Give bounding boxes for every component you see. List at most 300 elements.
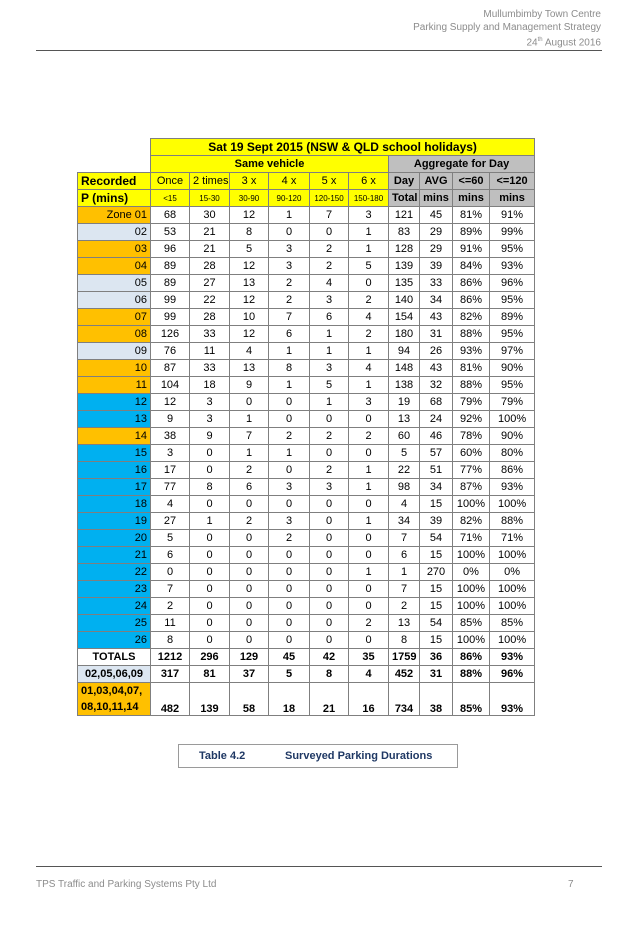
table-cell: 76 <box>151 343 190 360</box>
table-cell: 68 <box>420 394 453 411</box>
summary-cell: 18 <box>269 683 310 716</box>
table-cell: 3 <box>190 394 230 411</box>
table-cell: 0 <box>269 411 310 428</box>
table-cell: 6 <box>269 326 310 343</box>
table-cell: 0 <box>310 445 349 462</box>
zone-cell: 15 <box>78 445 151 462</box>
table-cell: 0 <box>190 581 230 598</box>
table-cell: 33 <box>420 275 453 292</box>
header-subtitle: Parking Supply and Management Strategy <box>413 22 601 33</box>
table-cell: 8 <box>269 360 310 377</box>
table-cell: 4 <box>349 309 389 326</box>
table-cell: 100% <box>453 581 490 598</box>
table-row <box>78 513 535 530</box>
table-cell: 95% <box>490 377 535 394</box>
table-cell: 60% <box>453 445 490 462</box>
table-cell: 0 <box>190 615 230 632</box>
table-cell: 5 <box>230 241 269 258</box>
table-cell: 0 <box>269 462 310 479</box>
summary-label-line: 08,10,11,14 <box>81 701 139 713</box>
table-cell: 85% <box>490 615 535 632</box>
summary-cell: 129 <box>230 649 269 666</box>
table-cell: 82% <box>453 513 490 530</box>
table-cell: 0 <box>230 615 269 632</box>
table-cell: 33 <box>190 326 230 343</box>
table-cell: 1 <box>349 479 389 496</box>
summary-cell: 86% <box>453 649 490 666</box>
summary-cell: 16 <box>349 683 389 716</box>
zone-cell: 12 <box>78 394 151 411</box>
table-cell: 100% <box>490 632 535 649</box>
summary-cell: 139 <box>190 683 230 716</box>
table-row <box>78 360 535 377</box>
table-cell: 2 <box>349 428 389 445</box>
table-row <box>78 292 535 309</box>
summary-cell: 482 <box>151 683 190 716</box>
table-cell: 85% <box>453 615 490 632</box>
table-cell: 0 <box>349 632 389 649</box>
zone-cell: 25 <box>78 615 151 632</box>
table-cell: 60 <box>389 428 420 445</box>
column-header: <=120 <box>490 173 535 190</box>
table-cell: 100% <box>490 411 535 428</box>
table-row <box>78 547 535 564</box>
table-cell: 1 <box>349 377 389 394</box>
table-cell: 0 <box>269 496 310 513</box>
table-cell: 8 <box>389 632 420 649</box>
table-cell: 28 <box>190 309 230 326</box>
zone-cell: 10 <box>78 360 151 377</box>
summary-cell: 42 <box>310 649 349 666</box>
table-cell: 51 <box>420 462 453 479</box>
table-cell: 77 <box>151 479 190 496</box>
summary-cell: 1759 <box>389 649 420 666</box>
table-cell: 54 <box>420 615 453 632</box>
zone-cell: 18 <box>78 496 151 513</box>
table-cell: 90% <box>490 428 535 445</box>
table-cell: 0 <box>269 615 310 632</box>
zone-cell: 20 <box>78 530 151 547</box>
table-cell: 33 <box>190 360 230 377</box>
table-cell: 0 <box>230 564 269 581</box>
summary-cell: 93% <box>490 683 535 716</box>
table-row <box>78 496 535 513</box>
table-cell: 22 <box>389 462 420 479</box>
table-cell: 43 <box>420 360 453 377</box>
table-cell: 87% <box>453 479 490 496</box>
table-row <box>78 309 535 326</box>
table-cell: 89% <box>490 309 535 326</box>
column-subheader: 150-180 <box>349 190 389 207</box>
table-cell: 180 <box>389 326 420 343</box>
table-cell: 0 <box>151 564 190 581</box>
table-cell: 28 <box>190 258 230 275</box>
table-cell: 270 <box>420 564 453 581</box>
table-cell: 0 <box>269 564 310 581</box>
table-cell: 0 <box>310 496 349 513</box>
table-cell: 126 <box>151 326 190 343</box>
zone-cell: 07 <box>78 309 151 326</box>
table-cell: 1 <box>349 462 389 479</box>
zone-cell: 16 <box>78 462 151 479</box>
table-cell: 86% <box>453 292 490 309</box>
table-cell: 6 <box>230 479 269 496</box>
table-cell: 27 <box>151 513 190 530</box>
table-cell: 30 <box>190 207 230 224</box>
table-cell: 0 <box>349 496 389 513</box>
table-row <box>78 224 535 241</box>
zone-cell: 04 <box>78 258 151 275</box>
summary-cell: 5 <box>269 666 310 683</box>
table-cell: 90% <box>490 360 535 377</box>
table-cell: 21 <box>190 241 230 258</box>
table-cell: 4 <box>230 343 269 360</box>
table-cell: 71% <box>490 530 535 547</box>
same-vehicle-header: Same vehicle <box>151 156 389 173</box>
table-cell: 0 <box>230 598 269 615</box>
table-cell: 5 <box>349 258 389 275</box>
table-cell: 68 <box>151 207 190 224</box>
table-cell: 7 <box>389 530 420 547</box>
table-cell: 13 <box>389 615 420 632</box>
column-subheader: mins <box>453 190 490 207</box>
table-cell: 0 <box>230 581 269 598</box>
table-cell: 0 <box>310 564 349 581</box>
table-cell: 3 <box>349 394 389 411</box>
table-cell: 0 <box>349 411 389 428</box>
table-cell: 77% <box>453 462 490 479</box>
column-header: Day <box>389 173 420 190</box>
table-cell: 7 <box>269 309 310 326</box>
table-cell: 0 <box>310 530 349 547</box>
table-cell: 2 <box>151 598 190 615</box>
table-cell: 29 <box>420 241 453 258</box>
table-cell: 46 <box>420 428 453 445</box>
table-cell: 0 <box>310 224 349 241</box>
column-subheader: 90-120 <box>269 190 310 207</box>
table-cell: 1 <box>389 564 420 581</box>
table-cell: 81% <box>453 360 490 377</box>
summary-cell: 21 <box>310 683 349 716</box>
summary-cell: 317 <box>151 666 190 683</box>
table-cell: 3 <box>310 292 349 309</box>
table-cell: 99% <box>490 224 535 241</box>
summary-cell: 296 <box>190 649 230 666</box>
table-cell: 0 <box>349 581 389 598</box>
table-cell: 121 <box>389 207 420 224</box>
table-cell: 5 <box>389 445 420 462</box>
table-cell: 1 <box>349 343 389 360</box>
table-cell: 3 <box>151 445 190 462</box>
zone-cell: 06 <box>78 292 151 309</box>
zone-cell: 09 <box>78 343 151 360</box>
table-cell: 7 <box>389 581 420 598</box>
table-cell: 3 <box>269 513 310 530</box>
table-cell: 8 <box>151 632 190 649</box>
table-cell: 6 <box>389 547 420 564</box>
zone-cell: 14 <box>78 428 151 445</box>
table-cell: 19 <box>389 394 420 411</box>
table-cell: 93% <box>453 343 490 360</box>
table-cell: 2 <box>269 428 310 445</box>
table-cell: 1 <box>310 343 349 360</box>
column-header: AVG <box>420 173 453 190</box>
zone-cell: 24 <box>78 598 151 615</box>
table-cell: 0 <box>190 462 230 479</box>
column-subheader: Total <box>389 190 420 207</box>
table-cell: 100% <box>453 496 490 513</box>
table-cell: 43 <box>420 309 453 326</box>
table-cell: 3 <box>310 479 349 496</box>
summary-cell: 96% <box>490 666 535 683</box>
table-cell: 2 <box>230 462 269 479</box>
table-cell: 71% <box>453 530 490 547</box>
table-cell: 79% <box>453 394 490 411</box>
table-cell: 2 <box>310 462 349 479</box>
table-cell: 15 <box>420 632 453 649</box>
table-cell: 4 <box>151 496 190 513</box>
table-cell: 100% <box>490 581 535 598</box>
table-cell: 100% <box>453 547 490 564</box>
header-date: 24th August 2016 <box>526 37 601 49</box>
column-header: 5 x <box>310 173 349 190</box>
summary-cell: 452 <box>389 666 420 683</box>
table-cell: 0 <box>310 615 349 632</box>
table-cell: 12 <box>151 394 190 411</box>
column-subheader: mins <box>420 190 453 207</box>
table-cell: 154 <box>389 309 420 326</box>
column-header: 2 times <box>190 173 230 190</box>
zone-cell: 19 <box>78 513 151 530</box>
recorded-label: Recorded <box>78 173 151 190</box>
table-cell: 12 <box>230 258 269 275</box>
table-cell: 0 <box>349 598 389 615</box>
table-cell: 135 <box>389 275 420 292</box>
table-row <box>78 207 535 224</box>
table-cell: 1 <box>349 564 389 581</box>
table-cell: 88% <box>490 513 535 530</box>
table-row <box>78 445 535 462</box>
column-subheader: <15 <box>151 190 190 207</box>
aggregate-header: Aggregate for Day <box>389 156 535 173</box>
table-cell: 18 <box>190 377 230 394</box>
table-cell: 128 <box>389 241 420 258</box>
summary-cell: 93% <box>490 649 535 666</box>
zone-cell: Zone 01 <box>78 207 151 224</box>
table-cell: 2 <box>349 326 389 343</box>
table-cell: 45 <box>420 207 453 224</box>
footer-rule <box>36 866 602 867</box>
summary-label <box>78 683 151 716</box>
table-cell: 0 <box>349 547 389 564</box>
table-cell: 94 <box>389 343 420 360</box>
table-cell: 22 <box>190 292 230 309</box>
table-cell: 15 <box>420 598 453 615</box>
table-cell: 96 <box>151 241 190 258</box>
table-cell: 99 <box>151 309 190 326</box>
table-cell: 0 <box>269 547 310 564</box>
table-cell: 27 <box>190 275 230 292</box>
table-cell: 89% <box>453 224 490 241</box>
zone-cell: 08 <box>78 326 151 343</box>
table-cell: 7 <box>310 207 349 224</box>
table-cell: 0% <box>453 564 490 581</box>
caption-text: Surveyed Parking Durations <box>285 750 433 762</box>
table-cell: 0 <box>190 564 230 581</box>
summary-cell: 58 <box>230 683 269 716</box>
caption-number: Table 4.2 <box>199 750 246 762</box>
table-row <box>78 598 535 615</box>
table-cell: 34 <box>389 513 420 530</box>
table-row <box>78 462 535 479</box>
zone-cell: 02 <box>78 224 151 241</box>
summary-cell: 45 <box>269 649 310 666</box>
zone-cell: 03 <box>78 241 151 258</box>
table-cell: 100% <box>490 598 535 615</box>
summary-row <box>78 683 535 716</box>
table-cell: 12 <box>230 326 269 343</box>
zone-cell: 21 <box>78 547 151 564</box>
table-cell: 88% <box>453 377 490 394</box>
table-cell: 89 <box>151 258 190 275</box>
table-cell: 1 <box>230 445 269 462</box>
table-cell: 3 <box>269 479 310 496</box>
table-row <box>78 275 535 292</box>
table-cell: 0 <box>310 547 349 564</box>
table-cell: 0 <box>310 513 349 530</box>
table-row <box>78 479 535 496</box>
table-cell: 79% <box>490 394 535 411</box>
page-number: 7 <box>568 879 574 890</box>
table-cell: 0 <box>230 547 269 564</box>
table-cell: 11 <box>151 615 190 632</box>
column-header: 4 x <box>269 173 310 190</box>
header-title: Mullumbimby Town Centre <box>483 9 601 20</box>
table-row <box>78 411 535 428</box>
table-cell: 9 <box>190 428 230 445</box>
table-cell: 0 <box>269 632 310 649</box>
table-cell: 0 <box>310 632 349 649</box>
column-subheader: mins <box>490 190 535 207</box>
summary-cell: 85% <box>453 683 490 716</box>
summary-cell: 31 <box>420 666 453 683</box>
zone-cell: 13 <box>78 411 151 428</box>
table-cell: 3 <box>190 411 230 428</box>
table-row <box>78 564 535 581</box>
table-cell: 1 <box>349 513 389 530</box>
column-header: <=60 <box>453 173 490 190</box>
table-cell: 91% <box>453 241 490 258</box>
table-cell: 21 <box>190 224 230 241</box>
table-cell: 138 <box>389 377 420 394</box>
summary-cell: 37 <box>230 666 269 683</box>
table-cell: 32 <box>420 377 453 394</box>
table-cell: 0% <box>490 564 535 581</box>
table-cell: 24 <box>420 411 453 428</box>
table-cell: 1 <box>310 394 349 411</box>
column-subheader: 15-30 <box>190 190 230 207</box>
table-cell: 9 <box>230 377 269 394</box>
zone-cell: 23 <box>78 581 151 598</box>
table-cell: 0 <box>269 598 310 615</box>
table-cell: 6 <box>310 309 349 326</box>
table-cell: 81% <box>453 207 490 224</box>
table-cell: 99 <box>151 292 190 309</box>
table-cell: 100% <box>453 632 490 649</box>
table-cell: 15 <box>420 547 453 564</box>
table-cell: 93% <box>490 258 535 275</box>
table-cell: 5 <box>151 530 190 547</box>
table-cell: 54 <box>420 530 453 547</box>
table-cell: 4 <box>389 496 420 513</box>
table-cell: 34 <box>420 479 453 496</box>
table-cell: 7 <box>230 428 269 445</box>
zone-cell: 17 <box>78 479 151 496</box>
table-cell: 1 <box>269 445 310 462</box>
parking-duration-table <box>77 138 535 716</box>
table-cell: 0 <box>269 394 310 411</box>
table-cell: 2 <box>310 428 349 445</box>
column-subheader: 30-90 <box>230 190 269 207</box>
table-cell: 148 <box>389 360 420 377</box>
table-row <box>78 530 535 547</box>
table-cell: 39 <box>420 513 453 530</box>
table-cell: 0 <box>230 530 269 547</box>
table-cell: 0 <box>190 632 230 649</box>
table-cell: 0 <box>190 530 230 547</box>
table-cell: 86% <box>453 275 490 292</box>
summary-cell: 36 <box>420 649 453 666</box>
table-cell: 0 <box>230 394 269 411</box>
table-cell: 5 <box>310 377 349 394</box>
table-cell: 139 <box>389 258 420 275</box>
table-cell: 86% <box>490 462 535 479</box>
table-cell: 0 <box>310 598 349 615</box>
table-cell: 0 <box>349 530 389 547</box>
column-subheader: 120-150 <box>310 190 349 207</box>
table-cell: 3 <box>349 207 389 224</box>
table-cell: 53 <box>151 224 190 241</box>
summary-label-line: 01,03,04,07, <box>81 685 143 697</box>
table-row <box>78 241 535 258</box>
table-row <box>78 258 535 275</box>
table-cell: 26 <box>420 343 453 360</box>
table-cell: 39 <box>420 258 453 275</box>
column-header: 6 x <box>349 173 389 190</box>
table-cell: 3 <box>269 241 310 258</box>
table-cell: 0 <box>230 632 269 649</box>
table-cell: 0 <box>349 275 389 292</box>
summary-label: 02,05,06,09 <box>78 666 151 683</box>
table-cell: 13 <box>230 275 269 292</box>
table-cell: 12 <box>230 292 269 309</box>
table-cell: 87 <box>151 360 190 377</box>
table-cell: 0 <box>190 445 230 462</box>
table-cell: 100% <box>490 496 535 513</box>
table-cell: 2 <box>349 615 389 632</box>
table-cell: 0 <box>310 411 349 428</box>
table-cell: 83 <box>389 224 420 241</box>
table-row <box>78 377 535 394</box>
table-cell: 96% <box>490 275 535 292</box>
summary-cell: 38 <box>420 683 453 716</box>
table-cell: 2 <box>310 258 349 275</box>
column-header: 3 x <box>230 173 269 190</box>
zone-cell: 26 <box>78 632 151 649</box>
p-mins-label: P (mins) <box>78 190 151 207</box>
table-cell: 89 <box>151 275 190 292</box>
summary-cell: 8 <box>310 666 349 683</box>
